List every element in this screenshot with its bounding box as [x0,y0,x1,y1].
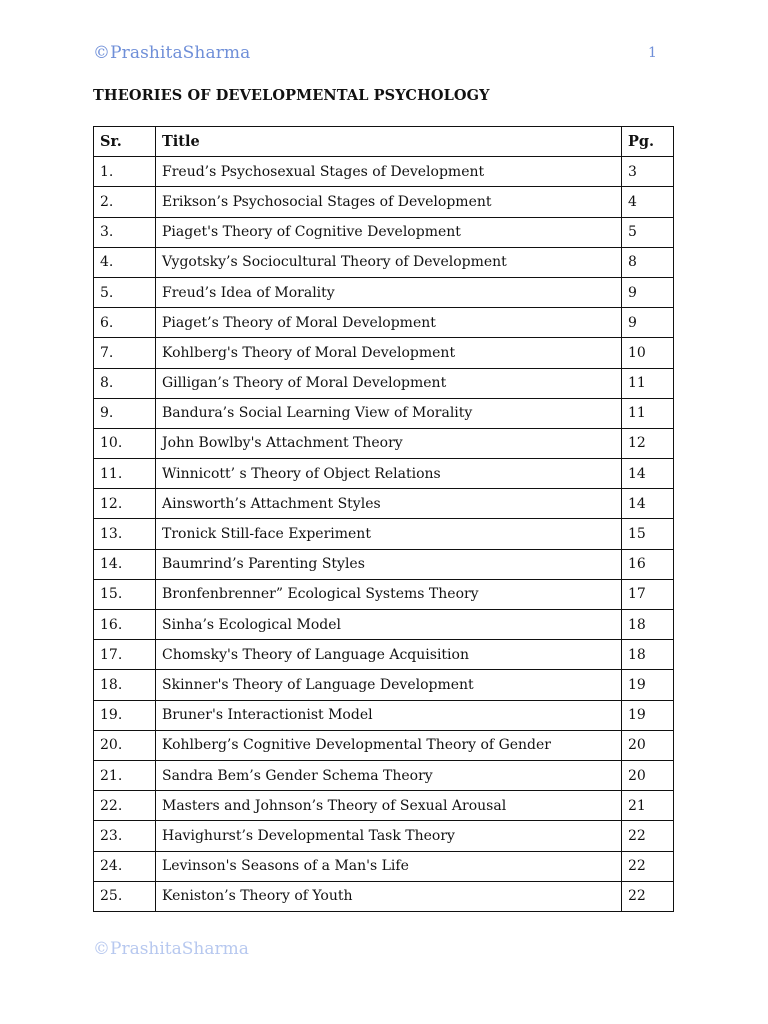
table-row [94,428,674,458]
row-title-cell: Sandra Bem’s Gender Schema Theory [156,760,622,790]
table-header-row [94,127,674,157]
row-sr-cell: 12. [94,489,156,519]
document-title: THEORIES OF DEVELOPMENTAL PSYCHOLOGY [93,87,490,104]
table-body [94,157,674,912]
row-sr-cell: 23. [94,821,156,851]
row-title-cell: Kohlberg’s Cognitive Developmental Theory of Gender [156,730,622,760]
row-page-cell: 21 [622,791,674,821]
row-title-cell: Chomsky's Theory of Language Acquisition [156,640,622,670]
row-sr-cell: 21. [94,760,156,790]
row-page-cell: 17 [622,579,674,609]
row-page-cell: 14 [622,459,674,489]
row-sr-cell: 9. [94,398,156,428]
row-page-cell: 3 [622,157,674,187]
row-title-cell: Skinner's Theory of Language Development [156,670,622,700]
row-page-cell: 4 [622,187,674,217]
row-page-cell: 11 [622,368,674,398]
row-page-cell: 22 [622,851,674,881]
table-row [94,398,674,428]
table-row [94,489,674,519]
row-title-cell: Bruner's Interactionist Model [156,700,622,730]
page-number: 1 [648,45,657,61]
table-row [94,157,674,187]
row-sr-cell: 16. [94,610,156,640]
row-page-cell: 22 [622,881,674,911]
row-page-cell: 11 [622,398,674,428]
row-page-cell: 14 [622,489,674,519]
row-sr-cell: 4. [94,247,156,277]
table-row [94,217,674,247]
header-author-credit: ©PrashitaSharma [93,43,251,63]
table-row [94,579,674,609]
row-sr-cell: 20. [94,730,156,760]
table-row [94,277,674,307]
table-row [94,791,674,821]
row-page-cell: 20 [622,760,674,790]
row-title-cell: Bandura’s Social Learning View of Morality [156,398,622,428]
column-header-sr: Sr. [94,127,156,157]
table-row [94,881,674,911]
row-page-cell: 18 [622,640,674,670]
row-page-cell: 20 [622,730,674,760]
table-row [94,549,674,579]
row-page-cell: 16 [622,549,674,579]
table-row [94,187,674,217]
row-sr-cell: 22. [94,791,156,821]
row-title-cell: Kohlberg's Theory of Moral Development [156,338,622,368]
row-title-cell: Ainsworth’s Attachment Styles [156,489,622,519]
row-sr-cell: 13. [94,519,156,549]
column-header-title: Title [156,127,622,157]
row-sr-cell: 5. [94,277,156,307]
table-row [94,700,674,730]
row-sr-cell: 18. [94,670,156,700]
row-title-cell: Bronfenbrenner” Ecological Systems Theory [156,579,622,609]
column-header-pg: Pg. [622,127,674,157]
row-title-cell: Sinha’s Ecological Model [156,610,622,640]
row-sr-cell: 6. [94,308,156,338]
row-page-cell: 5 [622,217,674,247]
row-page-cell: 8 [622,247,674,277]
row-sr-cell: 14. [94,549,156,579]
row-title-cell: Erikson’s Psychosocial Stages of Development [156,187,622,217]
row-sr-cell: 19. [94,700,156,730]
row-page-cell: 18 [622,610,674,640]
row-sr-cell: 8. [94,368,156,398]
row-page-cell: 15 [622,519,674,549]
row-title-cell: Levinson's Seasons of a Man's Life [156,851,622,881]
table-row [94,670,674,700]
row-page-cell: 19 [622,670,674,700]
row-sr-cell: 2. [94,187,156,217]
table-row [94,308,674,338]
table-row [94,760,674,790]
table-row [94,338,674,368]
row-title-cell: Gilligan’s Theory of Moral Development [156,368,622,398]
table-row [94,368,674,398]
table-row [94,247,674,277]
table-row [94,640,674,670]
row-sr-cell: 15. [94,579,156,609]
row-title-cell: Freud’s Psychosexual Stages of Development [156,157,622,187]
row-sr-cell: 1. [94,157,156,187]
row-sr-cell: 24. [94,851,156,881]
row-sr-cell: 7. [94,338,156,368]
row-page-cell: 10 [622,338,674,368]
row-page-cell: 12 [622,428,674,458]
table-row [94,519,674,549]
row-title-cell: John Bowlby's Attachment Theory [156,428,622,458]
row-page-cell: 19 [622,700,674,730]
row-page-cell: 9 [622,308,674,338]
row-title-cell: Freud’s Idea of Morality [156,277,622,307]
row-sr-cell: 10. [94,428,156,458]
row-page-cell: 22 [622,821,674,851]
row-title-cell: Piaget’s Theory of Moral Development [156,308,622,338]
row-sr-cell: 17. [94,640,156,670]
table-row [94,730,674,760]
row-sr-cell: 11. [94,459,156,489]
row-page-cell: 9 [622,277,674,307]
contents-table [93,126,674,912]
table-row [94,459,674,489]
row-title-cell: Tronick Still-face Experiment [156,519,622,549]
table-row [94,821,674,851]
row-title-cell: Havighurst’s Developmental Task Theory [156,821,622,851]
table-row [94,610,674,640]
row-sr-cell: 3. [94,217,156,247]
table-row [94,851,674,881]
row-title-cell: Winnicott’ s Theory of Object Relations [156,459,622,489]
row-title-cell: Baumrind’s Parenting Styles [156,549,622,579]
row-title-cell: Keniston’s Theory of Youth [156,881,622,911]
row-title-cell: Vygotsky’s Sociocultural Theory of Development [156,247,622,277]
row-title-cell: Masters and Johnson’s Theory of Sexual Arousal [156,791,622,821]
row-title-cell: Piaget's Theory of Cognitive Development [156,217,622,247]
footer-author-credit: ©PrashitaSharma [93,939,249,959]
row-sr-cell: 25. [94,881,156,911]
